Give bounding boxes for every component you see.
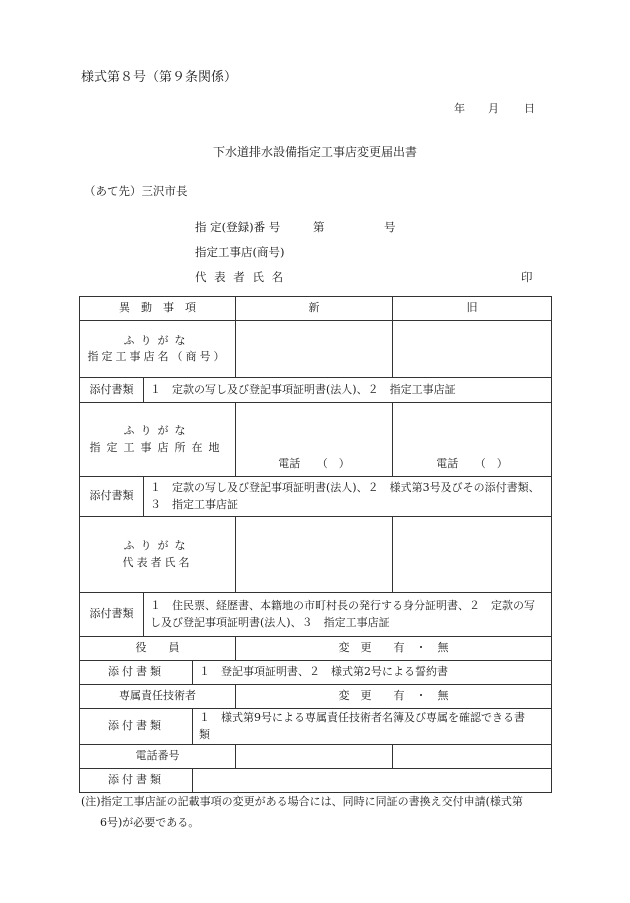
attachment-row-2 bbox=[80, 477, 552, 517]
attachment-text-3 bbox=[144, 593, 552, 637]
date-day: 日 bbox=[524, 102, 535, 115]
address-new-phone[interactable]: 電話 （ ） bbox=[236, 403, 393, 477]
officers-attachment-row bbox=[80, 661, 552, 685]
representative-heading: 代表者氏名 bbox=[122, 555, 193, 569]
table-header-row bbox=[80, 297, 552, 321]
officers-attachment-text: １ 登記事項証明書、２ 様式第2号による誓約書 bbox=[193, 661, 552, 685]
engineer-attachment-line-2: 類 bbox=[199, 727, 210, 741]
form-number: 様式第８号（第９条関係） bbox=[81, 70, 238, 85]
footnote-line-2: 6号)が必要である。 bbox=[100, 816, 200, 829]
date-year: 年 bbox=[454, 102, 465, 115]
registration-number-suffix: 号 bbox=[384, 220, 396, 234]
attachment-text-2 bbox=[144, 477, 552, 517]
final-attachment-field[interactable] bbox=[193, 769, 552, 793]
engineer-label: 専属責任技術者 bbox=[80, 685, 236, 709]
attachment-row-3 bbox=[80, 593, 552, 637]
attachment-text-3-line-1: １ 住民票、経歴書、本籍地の市町村長の発行する身分証明書、２ 定款の写 bbox=[150, 599, 535, 612]
engineer-attachment-text bbox=[193, 709, 552, 745]
registration-number-label: 指 定(登録)番 号 bbox=[195, 220, 281, 234]
footnote-line-1: (注)指定工事店証の記載事項の変更がある場合には、同時に同証の書換え交付申請(様式第 bbox=[81, 795, 523, 808]
attachment-label-1: 添付書類 bbox=[80, 378, 144, 403]
representative-old-field[interactable] bbox=[393, 517, 552, 593]
representative-furigana: ふりがな bbox=[123, 539, 192, 552]
attachment-text-2-line-2: ３ 指定工事店証 bbox=[150, 497, 238, 511]
shop-name-heading: 指定工事店名（商号） bbox=[87, 350, 228, 363]
footnote bbox=[81, 791, 556, 833]
header-old: 旧 bbox=[393, 297, 552, 321]
address-old-phone[interactable]: 電話 （ ） bbox=[393, 403, 552, 477]
date-month: 月 bbox=[488, 102, 499, 115]
shop-address-row bbox=[80, 403, 552, 477]
document-title: 下水道排水設備指定工事店変更届出書 bbox=[212, 145, 417, 159]
attachment-text-1: １ 定款の写し及び登記事項証明書(法人)、２ 指定工事店証 bbox=[144, 378, 552, 403]
engineer-attachment-line-1: １ 様式第9号による専属責任技術者名簿及び専属を確認できる書 bbox=[199, 711, 525, 724]
phone-number-old-field[interactable] bbox=[393, 745, 552, 769]
attachment-text-2-line-1: １ 定款の写し及び登記事項証明書(法人)、２ 様式第3号及びその添付書類、 bbox=[150, 481, 540, 494]
attachment-label-2: 添付書類 bbox=[80, 477, 144, 517]
shop-address-heading: 指定工事店所在地 bbox=[89, 440, 226, 454]
shop-address-furigana: ふりがな bbox=[123, 424, 192, 437]
shop-name-row bbox=[80, 321, 552, 378]
officers-row bbox=[80, 637, 552, 661]
final-attachment-label: 添付書類 bbox=[80, 769, 193, 793]
officers-attachment-label: 添付書類 bbox=[80, 661, 193, 685]
header-new: 新 bbox=[236, 297, 393, 321]
header-change-item: 異 動 事 項 bbox=[80, 297, 236, 321]
attachment-row-1 bbox=[80, 378, 552, 403]
registration-number-prefix: 第 bbox=[313, 220, 325, 234]
shop-name-old-field[interactable] bbox=[393, 321, 552, 378]
shop-name-furigana: ふりがな bbox=[123, 333, 192, 347]
representative-name-label: 代 表 者 氏 名 bbox=[195, 270, 286, 284]
change-items-table bbox=[79, 296, 552, 793]
representative-cell bbox=[80, 517, 236, 593]
shop-name-new-field[interactable] bbox=[236, 321, 393, 378]
attachment-label-3: 添付書類 bbox=[80, 593, 144, 637]
engineer-attachment-label: 添付書類 bbox=[80, 709, 193, 745]
officers-label: 役 員 bbox=[80, 637, 236, 661]
phone-number-row bbox=[80, 745, 552, 769]
phone-number-label: 電話番号 bbox=[80, 745, 236, 769]
seal-mark: 印 bbox=[521, 270, 533, 284]
shop-name-cell bbox=[80, 321, 236, 378]
engineer-row bbox=[80, 685, 552, 709]
officers-change-status[interactable]: 変 更 有 ・ 無 bbox=[236, 637, 552, 661]
phone-number-new-field[interactable] bbox=[236, 745, 393, 769]
representative-row bbox=[80, 517, 552, 593]
shop-name-label: 指定工事店(商号) bbox=[195, 245, 285, 259]
attachment-text-3-line-2: し及び登記事項証明書(法人)、３ 指定工事店証 bbox=[150, 615, 390, 629]
final-attachment-row bbox=[80, 769, 552, 793]
representative-new-field[interactable] bbox=[236, 517, 393, 593]
addressee: （あて先）三沢市長 bbox=[84, 184, 188, 198]
shop-address-cell bbox=[80, 403, 236, 477]
engineer-attachment-row bbox=[80, 709, 552, 745]
engineer-change-status[interactable]: 変 更 有 ・ 無 bbox=[236, 685, 552, 709]
